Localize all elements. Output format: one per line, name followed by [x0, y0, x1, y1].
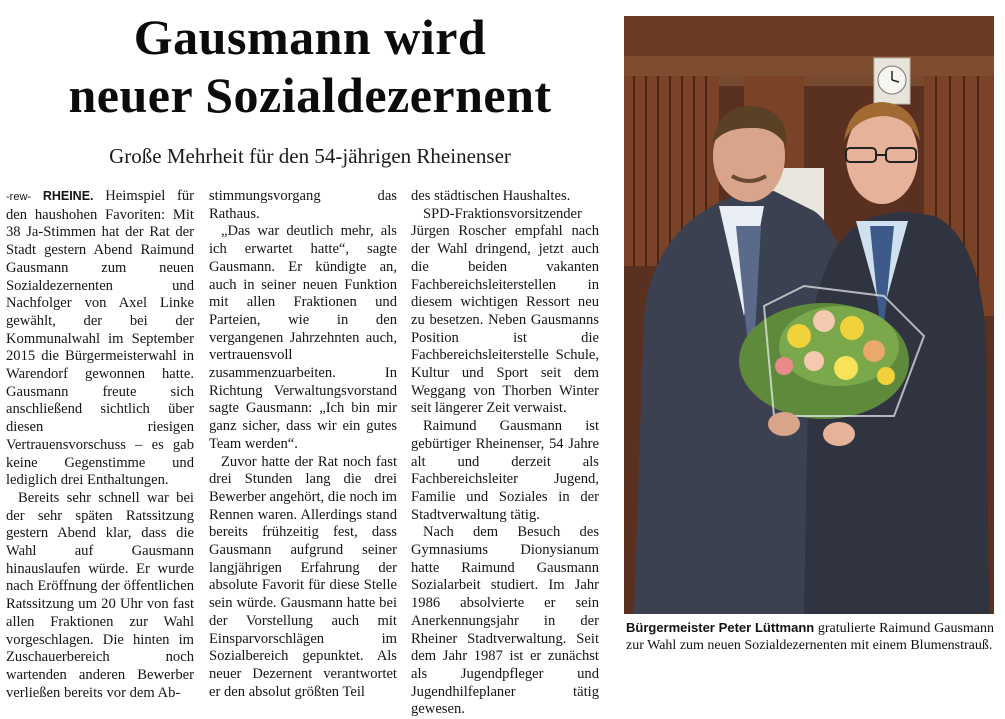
- subheadline: Große Mehrheit für den 54-jährigen Rheinenser: [109, 144, 511, 168]
- headline-line-1: Gausmann wird: [133, 9, 487, 65]
- photo-illustration: [624, 16, 994, 614]
- paragraph: [6, 188, 194, 490]
- paragraph: Zuvor hatte der Rat noch fast drei Stunden lang die drei Bewerber angehört, die noch im Rennen waren. Allerdings stand bereits frühzeitig fest, dass Gausmann aufgrund seiner langjährigen Erfahrung der absolute Favorit für diese Stelle sein würde. Gausmann hatte bei der Vorstellung auch mit Einsparvorschlägen im Sozialbereich gepunktet. Als neuer Dezernent verantwortet er den absolut größten Teil: [209, 453, 397, 700]
- article-column-2: [209, 188, 397, 700]
- paragraph-text: Heimspiel für den haushohen Favoriten: Mit 38 Ja-Stimmen hat der Rat der Stadt gestern Abend Raimund Gausmann zum neuen Sozialdezernenten und Nachfolger von Axel Linke gewählt, der bei der Kommunalwahl im September 2015 die Bürgermeisterwahl in Warendorf gewonnen hatte. Gausmann freute sich anschließend sichtlich über diesen riesigen Vertrauensvorschuss – es gab keine Gegenstimme und lediglich drei Enthaltungen.: [6, 188, 195, 489]
- paragraph: stimmungsvorgang das Rathaus.: [209, 188, 397, 222]
- headline-line-2: neuer Sozialdezernent: [68, 67, 552, 123]
- paragraph: Nach dem Besuch des Gymnasiums Dionysianum hatte Raimund Gausmann Sozialarbeit studiert. Im Jahr 1986 absolvierte er sein Anerkennungsjahr in der Rheiner Stadtverwaltung. Seit dem Jahr 1987 ist er zunächst als Jugendpfleger und Jugendhilfeplaner tätig gewesen.: [411, 524, 599, 718]
- photo-caption: [626, 619, 994, 654]
- caption-text: gratulierte Raimund Gausmann zur Wahl zum neuen Sozialdezernenten mit einem Blumenstrauß.: [626, 621, 994, 653]
- caption-name: Bürgermeister Peter Lüttmann: [626, 620, 815, 635]
- paragraph: SPD-Fraktionsvorsitzender Jürgen Roscher empfahl nach der Wahl dringend, jetzt auch die beiden vakanten Fachbereichsleiterstellen in diesem wichtigen Ressort neu zu besetzen. Neben Gausmanns Position ist die Fachbereichsleiterstelle Schule, Kultur und Sport seit dem Weggang von Thorben Winter seit längerer Zeit verwaist.: [411, 205, 599, 417]
- news-photo: [624, 16, 994, 614]
- paragraph: des städtischen Haushaltes.: [411, 188, 571, 204]
- headline: [20, 8, 600, 124]
- location-dateline: RHEINE.: [42, 189, 94, 203]
- author-kicker: -rew-: [6, 191, 32, 203]
- paragraph: Raimund Gausmann ist gebürtiger Rheinenser, 54 Jahre alt und derzeit als Fachbereichsleiter Jugend, Familie und Soziales in der Stadtverwaltung tätig.: [411, 418, 599, 523]
- article-column-3: [411, 188, 599, 718]
- paragraph: „Das war deutlich mehr, als ich erwartet hatte“, sagte Gausmann. Er kündigte an, auch in seiner neuen Funktion mit allen Fraktionen und Parteien, wie in den vergangenen Jahrzehnten auch, vertrauensvoll zusammenzuarbeiten. In Richtung Verwaltungsvorstand sagte Gausmann: „Ich bin mir ganz sicher, dass wir ein gutes Team werden“.: [209, 223, 397, 452]
- paragraph: Bereits sehr schnell war bei der sehr späten Ratssitzung gestern Abend klar, dass die Wahl auf Gausmann hinauslaufen würde. Er wurde nach Eröffnung der öffentlichen Ratssitzung um 20 Uhr von fast allen Fraktionen zur Wahl vorgeschlagen. Die hinten im Zuschauerbereich noch wartenden anderen Bewerber verließen bereits vor dem Ab-: [6, 489, 194, 701]
- article-column-1: [6, 188, 195, 701]
